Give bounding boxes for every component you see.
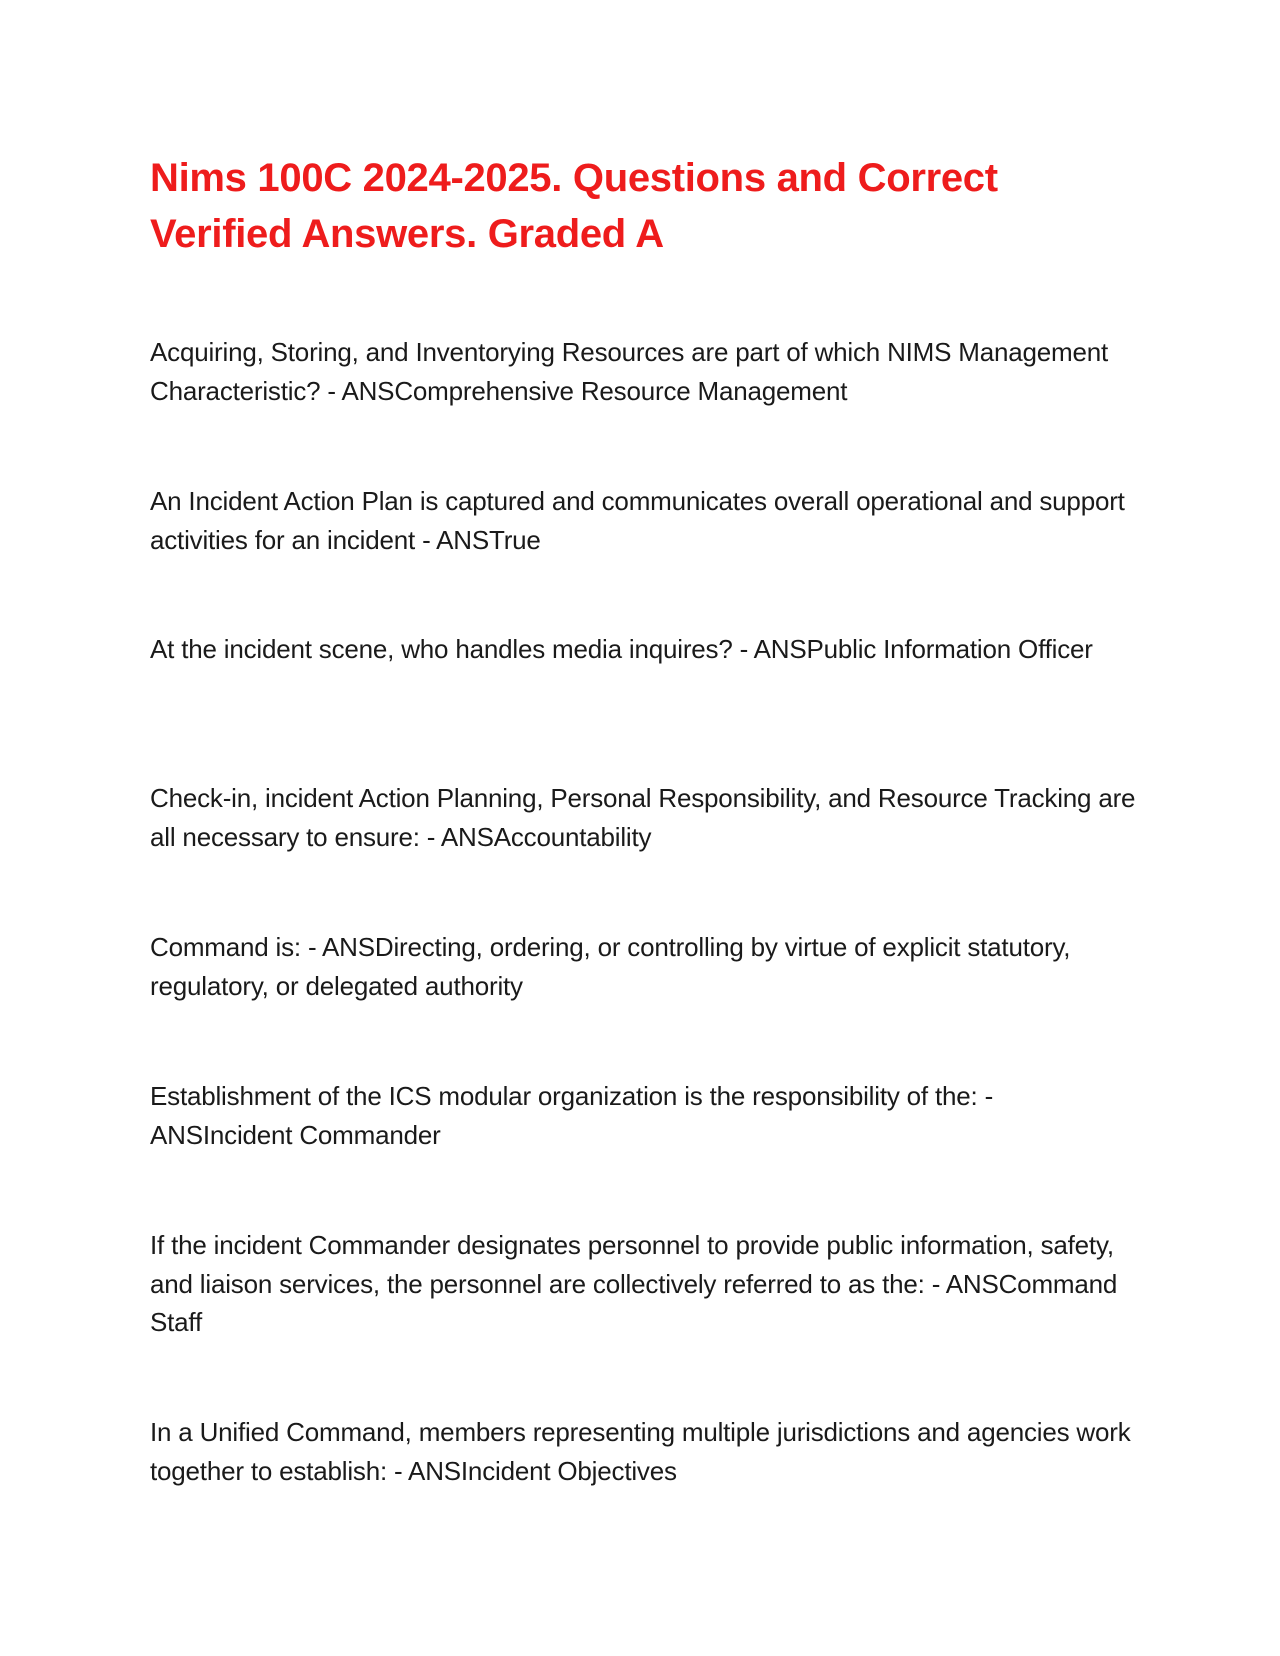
qa-item: Establishment of the ICS modular organization is the responsibility of the: - ANSIncident Commander bbox=[150, 1081, 994, 1150]
qa-item: Acquiring, Storing, and Inventorying Resources are part of which NIMS Management Characteristic? - ANSComprehensive Resource Management bbox=[150, 337, 1109, 406]
qa-item: In a Unified Command, members representing multiple jurisdictions and agencies work together to establish: - ANSIncident Objectives bbox=[150, 1417, 1131, 1486]
qa-item: An Incident Action Plan is captured and communicates overall operational and support activities for an incident - ANSTrue bbox=[150, 486, 1125, 555]
qa-item: If the incident Commander designates personnel to provide public information, safety, and liaison services, the personnel are collectively referred to as the: - ANSCommand Staff bbox=[150, 1230, 1118, 1337]
qa-item: Check-in, incident Action Planning, Personal Responsibility, and Resource Tracking are all necessary to ensure: - ANSAccountability bbox=[150, 783, 1136, 852]
qa-item: Command is: - ANSDirecting, ordering, or controlling by virtue of explicit statutory, regulatory, or delegated authority bbox=[150, 932, 1071, 1001]
qa-item: At the incident scene, who handles media inquires? - ANSPublic Information Officer bbox=[150, 634, 1093, 664]
document-title: Nims 100C 2024-2025. Questions and Correct Verified Answers. Graded A bbox=[150, 156, 998, 256]
